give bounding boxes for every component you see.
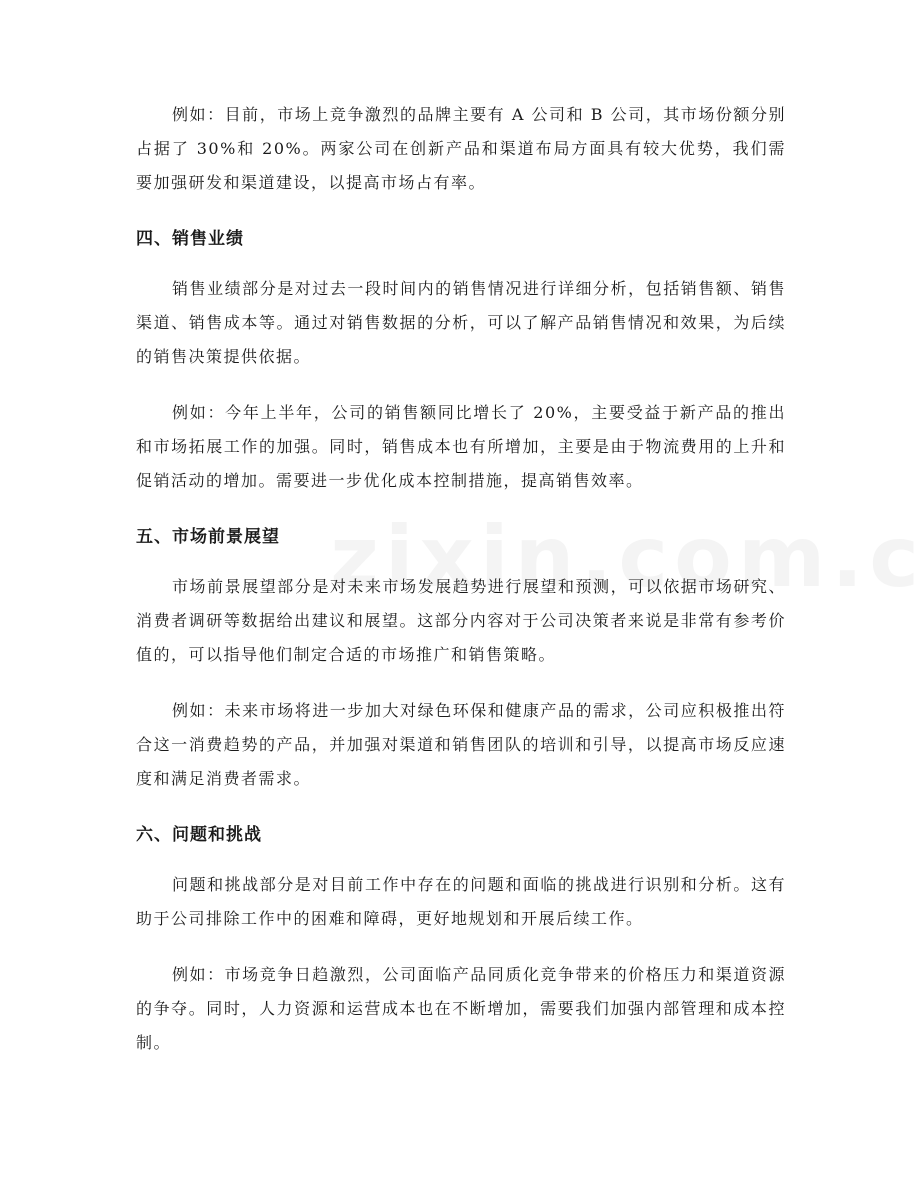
paragraph-example-outlook: 例如：未来市场将进一步加大对绿色环保和健康产品的需求，公司应积极推出符合这一消费趋势的产品，并加强对渠道和销售团队的培训和引导，以提高市场反应速度和满足消费者需求。 (136, 701, 786, 788)
paragraph-example-sales: 例如：今年上半年，公司的销售额同比增长了 20%，主要受益于新产品的推出和市场拓展工作的加强。同时，销售成本也有所增加，主要是由于物流费用的上升和促销活动的增加。需要进一步优化成本控制措施，提高销售效率。 (136, 403, 786, 490)
paragraph-sales-performance: 销售业绩部分是对过去一段时间内的销售情况进行详细分析，包括销售额、销售渠道、销售成本等。通过对销售数据的分析，可以了解产品销售情况和效果，为后续的销售决策提供依据。 (136, 279, 786, 366)
document-body (136, 98, 786, 1082)
paragraph-example-competition: 例如：目前，市场上竞争激烈的品牌主要有 A 公司和 B 公司，其市场份额分别占据了 30%和 20%。两家公司在创新产品和渠道布局方面具有较大优势，我们需要加强研发和渠道建设，以提高市场占有率。 (136, 105, 786, 192)
paragraph-example-challenges: 例如：市场竞争日趋激烈，公司面临产品同质化竞争带来的价格压力和渠道资源的争夺。同时，人力资源和运营成本也在不断增加，需要我们加强内部管理和成本控制。 (136, 965, 786, 1052)
section-heading-problems-challenges: 六、问题和挑战 (136, 825, 262, 845)
section-heading-sales-performance: 四、销售业绩 (136, 229, 244, 249)
paragraph-market-outlook: 市场前景展望部分是对未来市场发展趋势进行展望和预测，可以依据市场研究、消费者调研等数据给出建议和展望。这部分内容对于公司决策者来说是非常有参考价值的，可以指导他们制定合适的市场推广和销售策略。 (136, 577, 786, 664)
paragraph-problems-challenges: 问题和挑战部分是对目前工作中存在的问题和面临的挑战进行识别和分析。这有助于公司排除工作中的困难和障碍，更好地规划和开展后续工作。 (136, 875, 786, 928)
section-heading-market-outlook: 五、市场前景展望 (136, 527, 280, 547)
